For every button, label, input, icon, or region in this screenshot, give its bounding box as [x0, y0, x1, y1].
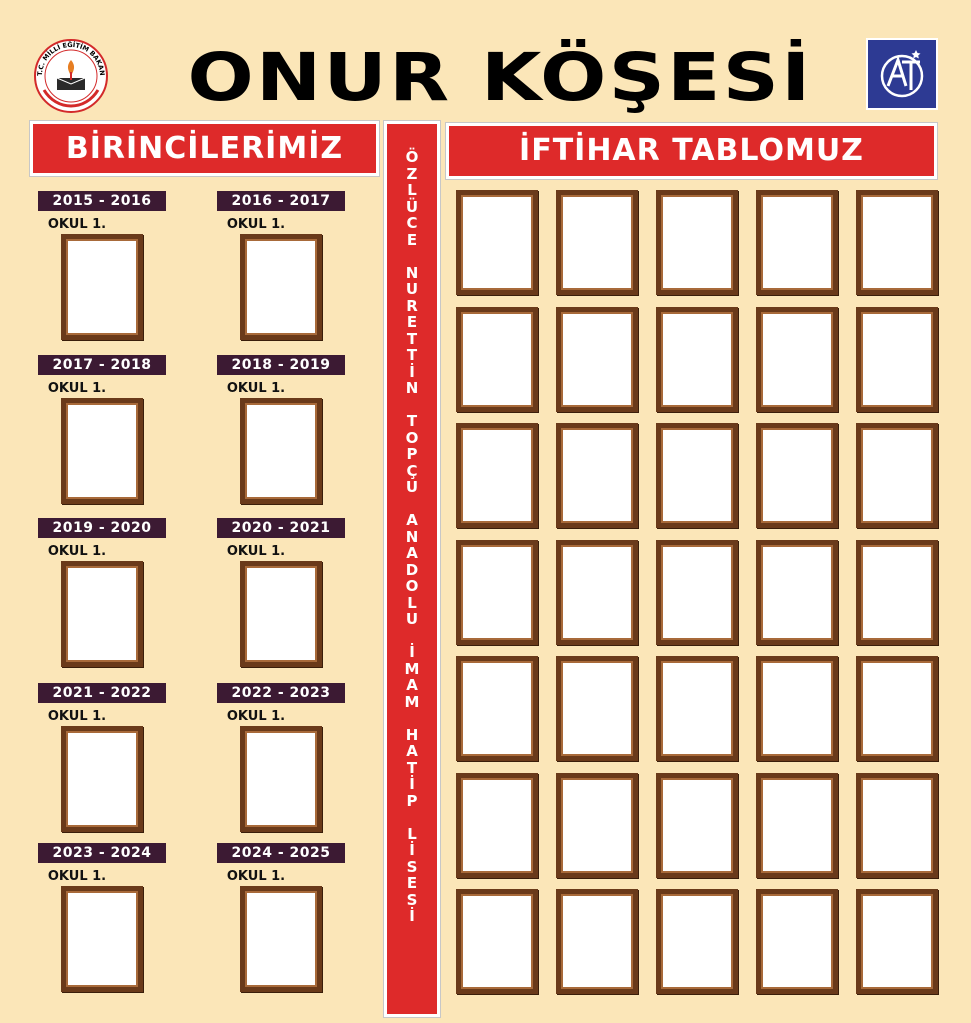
iftihar-photo-frame [456, 656, 538, 761]
photo-frame [61, 726, 143, 832]
photo-frame [240, 398, 322, 504]
okul-label: OKUL 1. [47, 217, 107, 232]
iftihar-photo-frame [856, 423, 938, 528]
iftihar-photo-frame [856, 773, 938, 878]
photo-frame [61, 561, 143, 667]
photo-frame [61, 886, 143, 992]
iftihar-photo-frame [556, 889, 638, 994]
iftihar-photo-frame [756, 423, 838, 528]
svg-text:T.C. MİLLİ EĞİTİM BAKANLIĞI: T.C. MİLLİ EĞİTİM BAKAN [35, 40, 107, 77]
okul-label: OKUL 1. [226, 709, 286, 724]
okul-label: OKUL 1. [226, 869, 286, 884]
iftihar-photo-frame [556, 423, 638, 528]
iftihar-photo-frame [856, 190, 938, 295]
iftihar-photo-frame [756, 540, 838, 645]
year-tag: 2022 - 2023 [217, 683, 345, 703]
year-tag: 2019 - 2020 [38, 518, 166, 538]
iftihar-photo-frame [456, 540, 538, 645]
iftihar-photo-frame [856, 307, 938, 412]
iftihar-photo-frame [556, 773, 638, 878]
photo-frame [240, 234, 322, 340]
school-logo [866, 38, 938, 110]
okul-label: OKUL 1. [226, 544, 286, 559]
iftihar-photo-frame [756, 889, 838, 994]
iftihar-photo-frame [456, 423, 538, 528]
year-tag: 2020 - 2021 [217, 518, 345, 538]
iftihar-photo-frame [856, 889, 938, 994]
okul-label: OKUL 1. [226, 381, 286, 396]
year-tag: 2021 - 2022 [38, 683, 166, 703]
iftihar-photo-frame [456, 307, 538, 412]
iftihar-photo-frame [656, 889, 738, 994]
okul-label: OKUL 1. [47, 709, 107, 724]
photo-frame [240, 561, 322, 667]
iftihar-photo-frame [656, 773, 738, 878]
birincilerimiz-banner: BİRİNCİLERİMİZ [30, 121, 379, 176]
iftihar-photo-frame [656, 423, 738, 528]
iftihar-photo-frame [556, 656, 638, 761]
school-name-vertical-text: Ö Z L Ü C E N U R E T T İ N T O P Ç U A N A D O L U İ M A M H A T İ P L İ S E S İ [404, 148, 420, 925]
iftihar-photo-frame [756, 307, 838, 412]
iftihar-photo-frame [656, 190, 738, 295]
okul-label: OKUL 1. [47, 869, 107, 884]
iftihar-photo-frame [656, 307, 738, 412]
iftihar-photo-frame [556, 540, 638, 645]
school-name-vertical-banner [384, 121, 440, 1017]
okul-label: OKUL 1. [47, 544, 107, 559]
iftihar-photo-frame [556, 307, 638, 412]
iftihar-photo-frame [456, 889, 538, 994]
iftihar-photo-frame [756, 773, 838, 878]
iftihar-photo-frame [656, 656, 738, 761]
iftihar-photo-frame [856, 540, 938, 645]
photo-frame [61, 398, 143, 504]
iftihar-photo-frame [756, 656, 838, 761]
year-tag: 2018 - 2019 [217, 355, 345, 375]
photo-frame [61, 234, 143, 340]
year-tag: 2015 - 2016 [38, 191, 166, 211]
okul-label: OKUL 1. [226, 217, 286, 232]
iftihar-photo-frame [856, 656, 938, 761]
iftihar-photo-frame [656, 540, 738, 645]
year-tag: 2024 - 2025 [217, 843, 345, 863]
photo-frame [240, 726, 322, 832]
iftihar-tablomuz-banner: İFTİHAR TABLOMUZ [446, 123, 937, 179]
year-tag: 2017 - 2018 [38, 355, 166, 375]
photo-frame [240, 886, 322, 992]
year-tag: 2016 - 2017 [217, 191, 345, 211]
iftihar-photo-frame [456, 773, 538, 878]
iftihar-photo-frame [556, 190, 638, 295]
page-title: ONUR KÖŞESİ [187, 39, 813, 116]
iftihar-photo-frame [456, 190, 538, 295]
okul-label: OKUL 1. [47, 381, 107, 396]
iftihar-photo-frame [756, 190, 838, 295]
year-tag: 2023 - 2024 [38, 843, 166, 863]
